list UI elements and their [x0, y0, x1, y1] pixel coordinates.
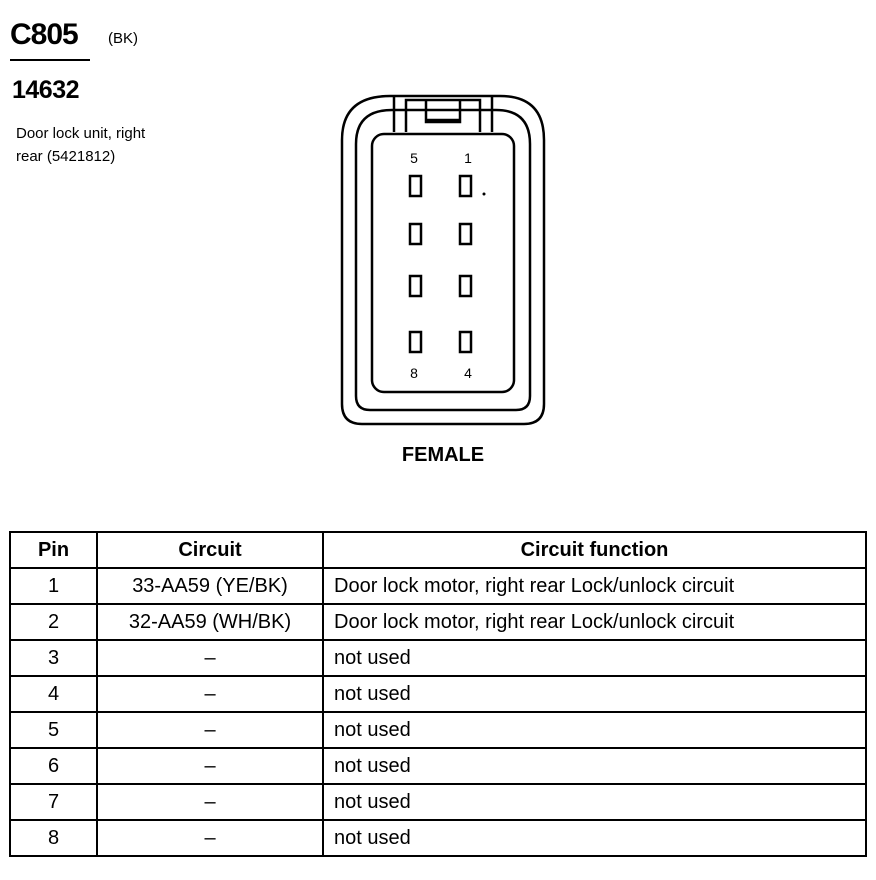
connector-description-line-1: Door lock unit, right	[16, 125, 146, 142]
pin-cell: 8	[10, 820, 97, 856]
header-circuit-function: Circuit function	[323, 532, 866, 568]
part-number: 14632	[12, 76, 80, 104]
pin-label-1: 1	[464, 150, 472, 166]
function-cell: not used	[323, 640, 866, 676]
terminal-3	[460, 276, 471, 296]
table-row	[10, 640, 866, 676]
connector-color-code: (BK)	[108, 30, 138, 47]
terminal-7	[410, 276, 421, 296]
pin-cell: 7	[10, 784, 97, 820]
function-cell: not used	[323, 748, 866, 784]
connector-id: C805	[10, 18, 78, 51]
circuit-cell: –	[97, 640, 323, 676]
locking-latch	[394, 96, 492, 132]
table-row	[10, 748, 866, 784]
terminal-1	[460, 176, 471, 196]
pin-label-5: 5	[410, 150, 418, 166]
circuit-cell: –	[97, 748, 323, 784]
pin-cell: 3	[10, 640, 97, 676]
connector-description-line-2: rear (5421812)	[16, 148, 116, 165]
function-cell: not used	[323, 676, 866, 712]
pin-label-4: 4	[464, 365, 472, 381]
terminal-6	[410, 224, 421, 244]
table-row	[10, 820, 866, 856]
circuit-cell: –	[97, 712, 323, 748]
pin-cell: 6	[10, 748, 97, 784]
title-underline	[10, 59, 90, 61]
connector-face-diagram	[330, 84, 556, 430]
housing-inner-outline	[356, 110, 530, 410]
function-cell: not used	[323, 820, 866, 856]
function-cell: Door lock motor, right rear Lock/unlock circuit	[323, 568, 866, 604]
pinout-table	[9, 531, 867, 857]
terminal-4	[460, 332, 471, 352]
circuit-cell: –	[97, 784, 323, 820]
table-row	[10, 712, 866, 748]
table-header-row	[10, 532, 866, 568]
pin-cell: 5	[10, 712, 97, 748]
terminal-face	[372, 134, 514, 392]
connector-gender-label: FEMALE	[401, 444, 485, 466]
terminal-5	[410, 176, 421, 196]
circuit-cell: 33-AA59 (YE/BK)	[97, 568, 323, 604]
function-cell: not used	[323, 712, 866, 748]
pin-label-8: 8	[410, 365, 418, 381]
table-row	[10, 568, 866, 604]
function-cell: Door lock motor, right rear Lock/unlock circuit	[323, 604, 866, 640]
pin-cell: 1	[10, 568, 97, 604]
circuit-cell: –	[97, 676, 323, 712]
terminal-2	[460, 224, 471, 244]
pin-cell: 4	[10, 676, 97, 712]
function-cell: not used	[323, 784, 866, 820]
pin-1-marker-dot	[483, 193, 486, 196]
table-row	[10, 784, 866, 820]
terminal-8	[410, 332, 421, 352]
header-circuit: Circuit	[97, 532, 323, 568]
pin-cell: 2	[10, 604, 97, 640]
header-pin: Pin	[10, 532, 97, 568]
table-row	[10, 604, 866, 640]
table-row	[10, 676, 866, 712]
circuit-cell: –	[97, 820, 323, 856]
circuit-cell: 32-AA59 (WH/BK)	[97, 604, 323, 640]
